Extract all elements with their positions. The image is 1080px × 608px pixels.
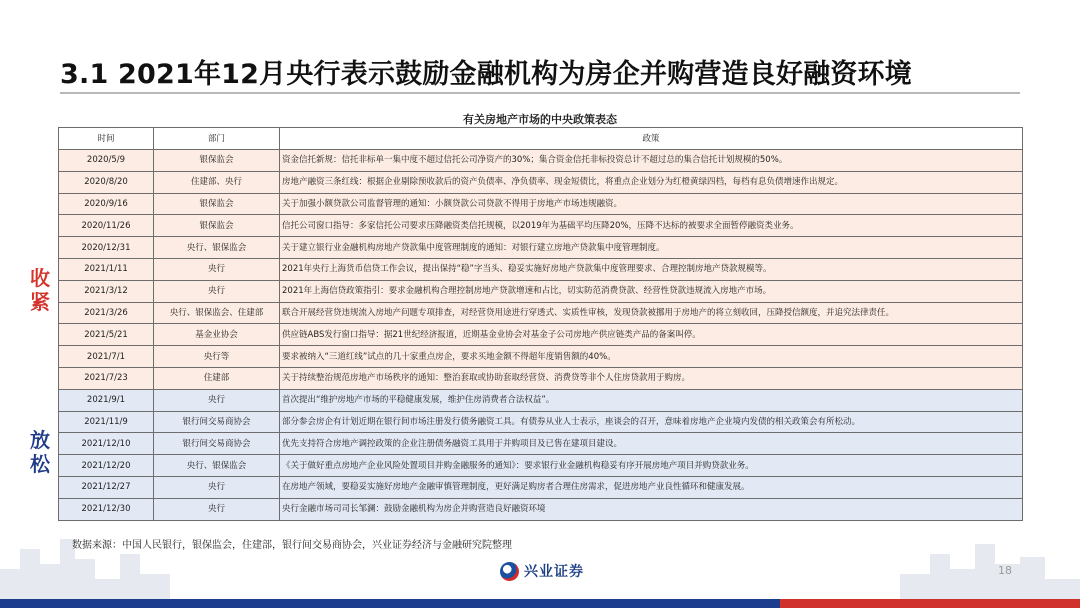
date-cell: 2020/11/26 <box>59 215 154 237</box>
policy-cell: 供应链ABS发行窗口指导：据21世纪经济报道，近期基金业协会对基金子公司房地产供应链类产品的备案叫停。 <box>280 324 1023 346</box>
table-row <box>59 302 1023 324</box>
date-cell: 2020/5/9 <box>59 150 154 172</box>
table-row <box>59 324 1023 346</box>
slide-title: 3.1 2021年12月央行表示鼓励金融机构为房企并购营造良好融资环境 <box>60 59 912 90</box>
date-cell: 2021/1/11 <box>59 258 154 280</box>
policy-cell: 要求被纳入“三道红线”试点的几十家重点房企，要求买地金额不得超年度销售额的40%。 <box>280 346 1023 368</box>
table-row <box>59 367 1023 389</box>
department-cell: 基金业协会 <box>154 324 280 346</box>
date-cell: 2020/12/31 <box>59 237 154 259</box>
policy-table <box>58 127 1023 521</box>
table-row <box>59 411 1023 433</box>
date-cell: 2021/3/12 <box>59 280 154 302</box>
department-cell: 央行 <box>154 389 280 411</box>
policy-cell: 关于加强小额贷款公司监督管理的通知：小额贷款公司贷款不得用于房地产市场违规融资。 <box>280 193 1023 215</box>
table-row <box>59 171 1023 193</box>
page-number: 18 <box>998 564 1012 577</box>
department-cell: 央行 <box>154 258 280 280</box>
department-cell: 住建部、央行 <box>154 171 280 193</box>
ease-label: 放松 <box>30 428 50 476</box>
date-cell: 2021/12/10 <box>59 433 154 455</box>
date-cell: 2021/12/20 <box>59 455 154 477</box>
date-cell: 2021/5/21 <box>59 324 154 346</box>
data-source-note: 数据来源：中国人民银行，银保监会，住建部，银行间交易商协会，兴业证券经济与金融研究院整理 <box>72 540 512 551</box>
date-cell: 2020/8/20 <box>59 171 154 193</box>
date-cell: 2021/12/30 <box>59 498 154 520</box>
header-department: 部门 <box>154 128 280 150</box>
date-cell: 2021/3/26 <box>59 302 154 324</box>
policy-cell: 首次提出“维护房地产市场的平稳健康发展，维护住房消费者合法权益”。 <box>280 389 1023 411</box>
table-row <box>59 455 1023 477</box>
department-cell: 银行间交易商协会 <box>154 411 280 433</box>
table-row <box>59 433 1023 455</box>
table-header-row <box>59 128 1023 150</box>
policy-cell: 央行金融市场司司长邹澜：鼓励金融机构为房企并购营造良好融资环境 <box>280 498 1023 520</box>
date-cell: 2021/9/1 <box>59 389 154 411</box>
date-cell: 2021/11/9 <box>59 411 154 433</box>
header-date: 时间 <box>59 128 154 150</box>
company-logo <box>500 560 584 582</box>
logo-text: 兴业证券 <box>524 564 584 580</box>
department-cell: 银保监会 <box>154 215 280 237</box>
date-cell: 2021/12/27 <box>59 476 154 498</box>
table-row <box>59 346 1023 368</box>
department-cell: 银保监会 <box>154 193 280 215</box>
policy-cell: 联合开展经营贷违规流入房地产问题专项排查，对经营贷用途进行穿透式、实质性审核，发现贷款被挪用于房地产的将立刻收回，压降授信额度，并追究法律责任。 <box>280 302 1023 324</box>
policy-cell: 2021年央行上海货币信贷工作会议，提出保持“稳”字当头、稳妥实施好房地产贷款集中度管理要求、合理控制房地产贷款规模等。 <box>280 258 1023 280</box>
department-cell: 央行、银保监会 <box>154 237 280 259</box>
policy-cell: 关于建立银行业金融机构房地产贷款集中度管理制度的通知：对银行建立房地产贷款集中度管理制度。 <box>280 237 1023 259</box>
header-policy: 政策 <box>280 128 1023 150</box>
table-row <box>59 237 1023 259</box>
footer-accent <box>780 599 1080 608</box>
tighten-label: 收紧 <box>30 266 50 314</box>
department-cell: 银行间交易商协会 <box>154 433 280 455</box>
policy-cell: 《关于做好重点房地产企业风险处置项目并购金融服务的通知》：要求银行业金融机构稳妥有序开展房地产项目并购贷款业务。 <box>280 455 1023 477</box>
policy-cell: 资金信托新规：信托非标单一集中度不超过信托公司净资产的30%；集合资金信托非标投资总计不超过总的集合信托计划规模的50%。 <box>280 150 1023 172</box>
table-row <box>59 498 1023 520</box>
policy-cell: 房地产融资三条红线：根据企业剔除预收款后的资产负债率、净负债率、现金短债比，将重点企业划分为红橙黄绿四档，每档有息负债增速作出规定。 <box>280 171 1023 193</box>
table-row <box>59 193 1023 215</box>
department-cell: 央行等 <box>154 346 280 368</box>
table-row <box>59 389 1023 411</box>
table-caption: 有关房地产市场的中央政策表态 <box>463 113 617 126</box>
department-cell: 银保监会 <box>154 150 280 172</box>
policy-cell: 信托公司窗口指导：多家信托公司要求压降融资类信托规模，以2019年为基础平均压降20%，压降不达标的被要求全面暂停融资类业务。 <box>280 215 1023 237</box>
table-row <box>59 258 1023 280</box>
policy-cell: 部分参会房企有计划近期在银行间市场注册发行债务融资工具。有债券从业人士表示，座谈会的召开，意味着房地产企业境内发债的相关政策会有所松动。 <box>280 411 1023 433</box>
policy-cell: 在房地产领域，要稳妥实施好房地产金融审慎管理制度，更好满足购房者合理住房需求，促进房地产业良性循环和健康发展。 <box>280 476 1023 498</box>
policy-cell: 关于持续整治规范房地产市场秩序的通知：整治套取或协助套取经营贷、消费贷等非个人住房贷款用于购房。 <box>280 367 1023 389</box>
table-row <box>59 215 1023 237</box>
policy-table-body <box>59 150 1023 521</box>
date-cell: 2021/7/1 <box>59 346 154 368</box>
title-divider <box>60 92 1020 94</box>
date-cell: 2020/9/16 <box>59 193 154 215</box>
department-cell: 央行、银保监会、住建部 <box>154 302 280 324</box>
department-cell: 住建部 <box>154 367 280 389</box>
date-cell: 2021/7/23 <box>59 367 154 389</box>
department-cell: 央行 <box>154 280 280 302</box>
table-row <box>59 150 1023 172</box>
policy-cell: 2021年上海信贷政策指引：要求金融机构合理控制房地产贷款增速和占比，切实防范消费贷款、经营性贷款违规流入房地产市场。 <box>280 280 1023 302</box>
department-cell: 央行 <box>154 476 280 498</box>
policy-cell: 优先支持符合房地产调控政策的企业注册债务融资工具用于并购项目及已售在建项目建设。 <box>280 433 1023 455</box>
department-cell: 央行 <box>154 498 280 520</box>
department-cell: 央行、银保监会 <box>154 455 280 477</box>
table-row <box>59 280 1023 302</box>
table-row <box>59 476 1023 498</box>
logo-mark-icon <box>500 562 519 581</box>
